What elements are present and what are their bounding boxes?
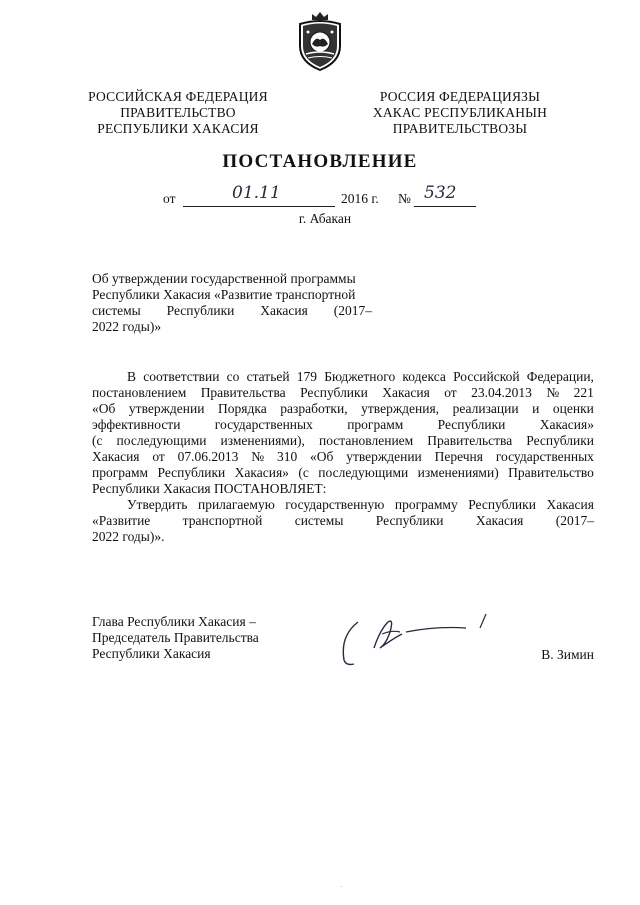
body-word: соответствии (143, 369, 220, 384)
body-word: эффективности (92, 417, 181, 432)
header-left-line: ПРАВИТЕЛЬСТВО (120, 105, 236, 120)
body-line (92, 481, 594, 497)
subject-word: системы (92, 303, 141, 318)
body-word: Порядка (218, 401, 267, 416)
document-body (92, 369, 594, 545)
body-word: утверждении (128, 401, 205, 416)
document-subject (92, 271, 372, 335)
body-word: изменениями) (417, 465, 499, 480)
body-word: Хакасия (382, 385, 430, 400)
signatory-title-line: Республики Хакасия (92, 646, 211, 661)
body-word: постановлением (318, 433, 414, 448)
body-word: Хакасия (92, 449, 140, 464)
body-word: (с (92, 433, 103, 448)
body-word: Республики (300, 385, 368, 400)
body-word: государственных (495, 449, 594, 464)
body-word: Республики (437, 417, 506, 432)
body-word: Хакасия (163, 481, 211, 496)
body-line (92, 433, 594, 449)
body-word: статьей (246, 369, 290, 384)
body-word: системы (294, 513, 344, 528)
header-right-khakas (350, 89, 570, 137)
body-word: годы)». (122, 529, 165, 544)
subject-word: (2017– (333, 303, 372, 318)
body-word: Республики (375, 513, 444, 528)
body-word: 07.06.2013 (177, 449, 239, 464)
body-word: программ (347, 417, 404, 432)
body-word: последующими (318, 465, 409, 480)
body-word: ПОСТАНОВЛЯЕТ: (214, 481, 327, 496)
body-word: государственную (285, 497, 385, 512)
body-word: 310 (276, 449, 298, 464)
number-sign: № (398, 191, 411, 206)
body-word: изменениями), (220, 433, 305, 448)
body-word: от (444, 385, 457, 400)
subject-word: Республики (166, 303, 235, 318)
body-word: реализации (452, 401, 519, 416)
footer-mark: .. (340, 883, 343, 889)
body-word: 2022 (92, 529, 119, 544)
body-word: оценки (552, 401, 594, 416)
number-underline (414, 206, 476, 207)
body-word: со (226, 369, 240, 384)
body-word: программ (92, 465, 149, 480)
body-word: Хакасия» (539, 417, 594, 432)
subject-line (92, 303, 372, 319)
number-handwritten: 532 (424, 183, 457, 203)
body-word: Федерации, (526, 369, 594, 384)
date-from-label: от (163, 191, 176, 206)
body-line (92, 385, 594, 401)
body-word: Бюджетного (324, 369, 396, 384)
body-line (92, 465, 594, 481)
body-word: Хакасия (546, 497, 594, 512)
header-left-line: РОССИЙСКАЯ ФЕДЕРАЦИЯ (88, 89, 268, 104)
header-left-line: РЕСПУБЛИКИ ХАКАСИЯ (97, 121, 259, 136)
body-word: Правительства (427, 433, 513, 448)
body-line (92, 513, 594, 529)
subject-line: Республики Хакасия «Развитие транспортной (92, 287, 356, 302)
body-word: Хакасия» (234, 465, 289, 480)
header-right-line: ХАКАС РЕСПУБЛИКАНЫН (372, 105, 548, 120)
body-word: постановлением (92, 385, 187, 400)
signatory-title-line: Председатель Правительства (92, 630, 259, 645)
body-line (92, 529, 594, 545)
body-word: и (532, 401, 540, 416)
body-word: Республики (92, 481, 160, 496)
body-word: 179 (296, 369, 318, 384)
body-line (92, 417, 594, 433)
body-word: Хакасия (475, 513, 524, 528)
body-line (92, 369, 594, 385)
body-word: «Развитие (92, 513, 151, 528)
body-word: (2017– (555, 513, 594, 528)
body-word: транспортной (182, 513, 263, 528)
body-line (92, 449, 594, 465)
body-word: Республики (157, 465, 226, 480)
subject-line: Об утверждении государственной программы (92, 271, 356, 286)
body-word: разработки, (280, 401, 348, 416)
date-handwritten: 01.11 (232, 183, 281, 203)
body-word: кодекса (402, 369, 446, 384)
body-word: государственных (214, 417, 313, 432)
body-word: Правительство (508, 465, 594, 480)
body-word: Российской (453, 369, 520, 384)
signature-icon (336, 608, 496, 672)
body-word: 23.04.2013 (471, 385, 532, 400)
date-underline (183, 206, 335, 207)
signer-name: В. Зимин (541, 647, 594, 662)
signatory-title-line: Глава Республики Хакасия – (92, 614, 256, 629)
body-word: «Об (310, 449, 334, 464)
header-left-russian (68, 89, 288, 137)
coat-of-arms-icon (294, 10, 346, 72)
date-number-row (0, 183, 640, 211)
body-word: (с (298, 465, 309, 480)
header-right-line: РОССИЯ ФЕДЕРАЦИЯЗЫ (379, 89, 541, 104)
body-word: последующими (116, 433, 207, 448)
body-word: утверждении (346, 449, 422, 464)
body-word: утверждения, (361, 401, 440, 416)
body-word: Республики (468, 497, 536, 512)
body-word: от (152, 449, 165, 464)
body-word: Республики (526, 433, 594, 448)
body-word: В (127, 369, 137, 384)
signatory-title (92, 614, 332, 662)
body-word: Правительства (200, 385, 286, 400)
year-label: 2016 г. (341, 191, 379, 206)
body-line (92, 401, 594, 417)
city-label: г. Абакан (298, 211, 352, 226)
body-word: прилагаемую (197, 497, 275, 512)
body-word: Перечня (434, 449, 483, 464)
body-word: Утвердить (127, 497, 188, 512)
header-right-line: ПРАВИТЕЛЬСТВОЗЫ (392, 121, 528, 136)
body-word: № (251, 449, 265, 464)
body-word: «Об (92, 401, 116, 416)
body-line (92, 497, 594, 513)
document-title: ПОСТАНОВЛЕНИЕ (222, 151, 418, 172)
body-word: № (546, 385, 560, 400)
body-word: программу (394, 497, 458, 512)
subject-word: Хакасия (260, 303, 308, 318)
subject-line: 2022 годы)» (92, 319, 162, 334)
body-word: 221 (573, 385, 594, 400)
